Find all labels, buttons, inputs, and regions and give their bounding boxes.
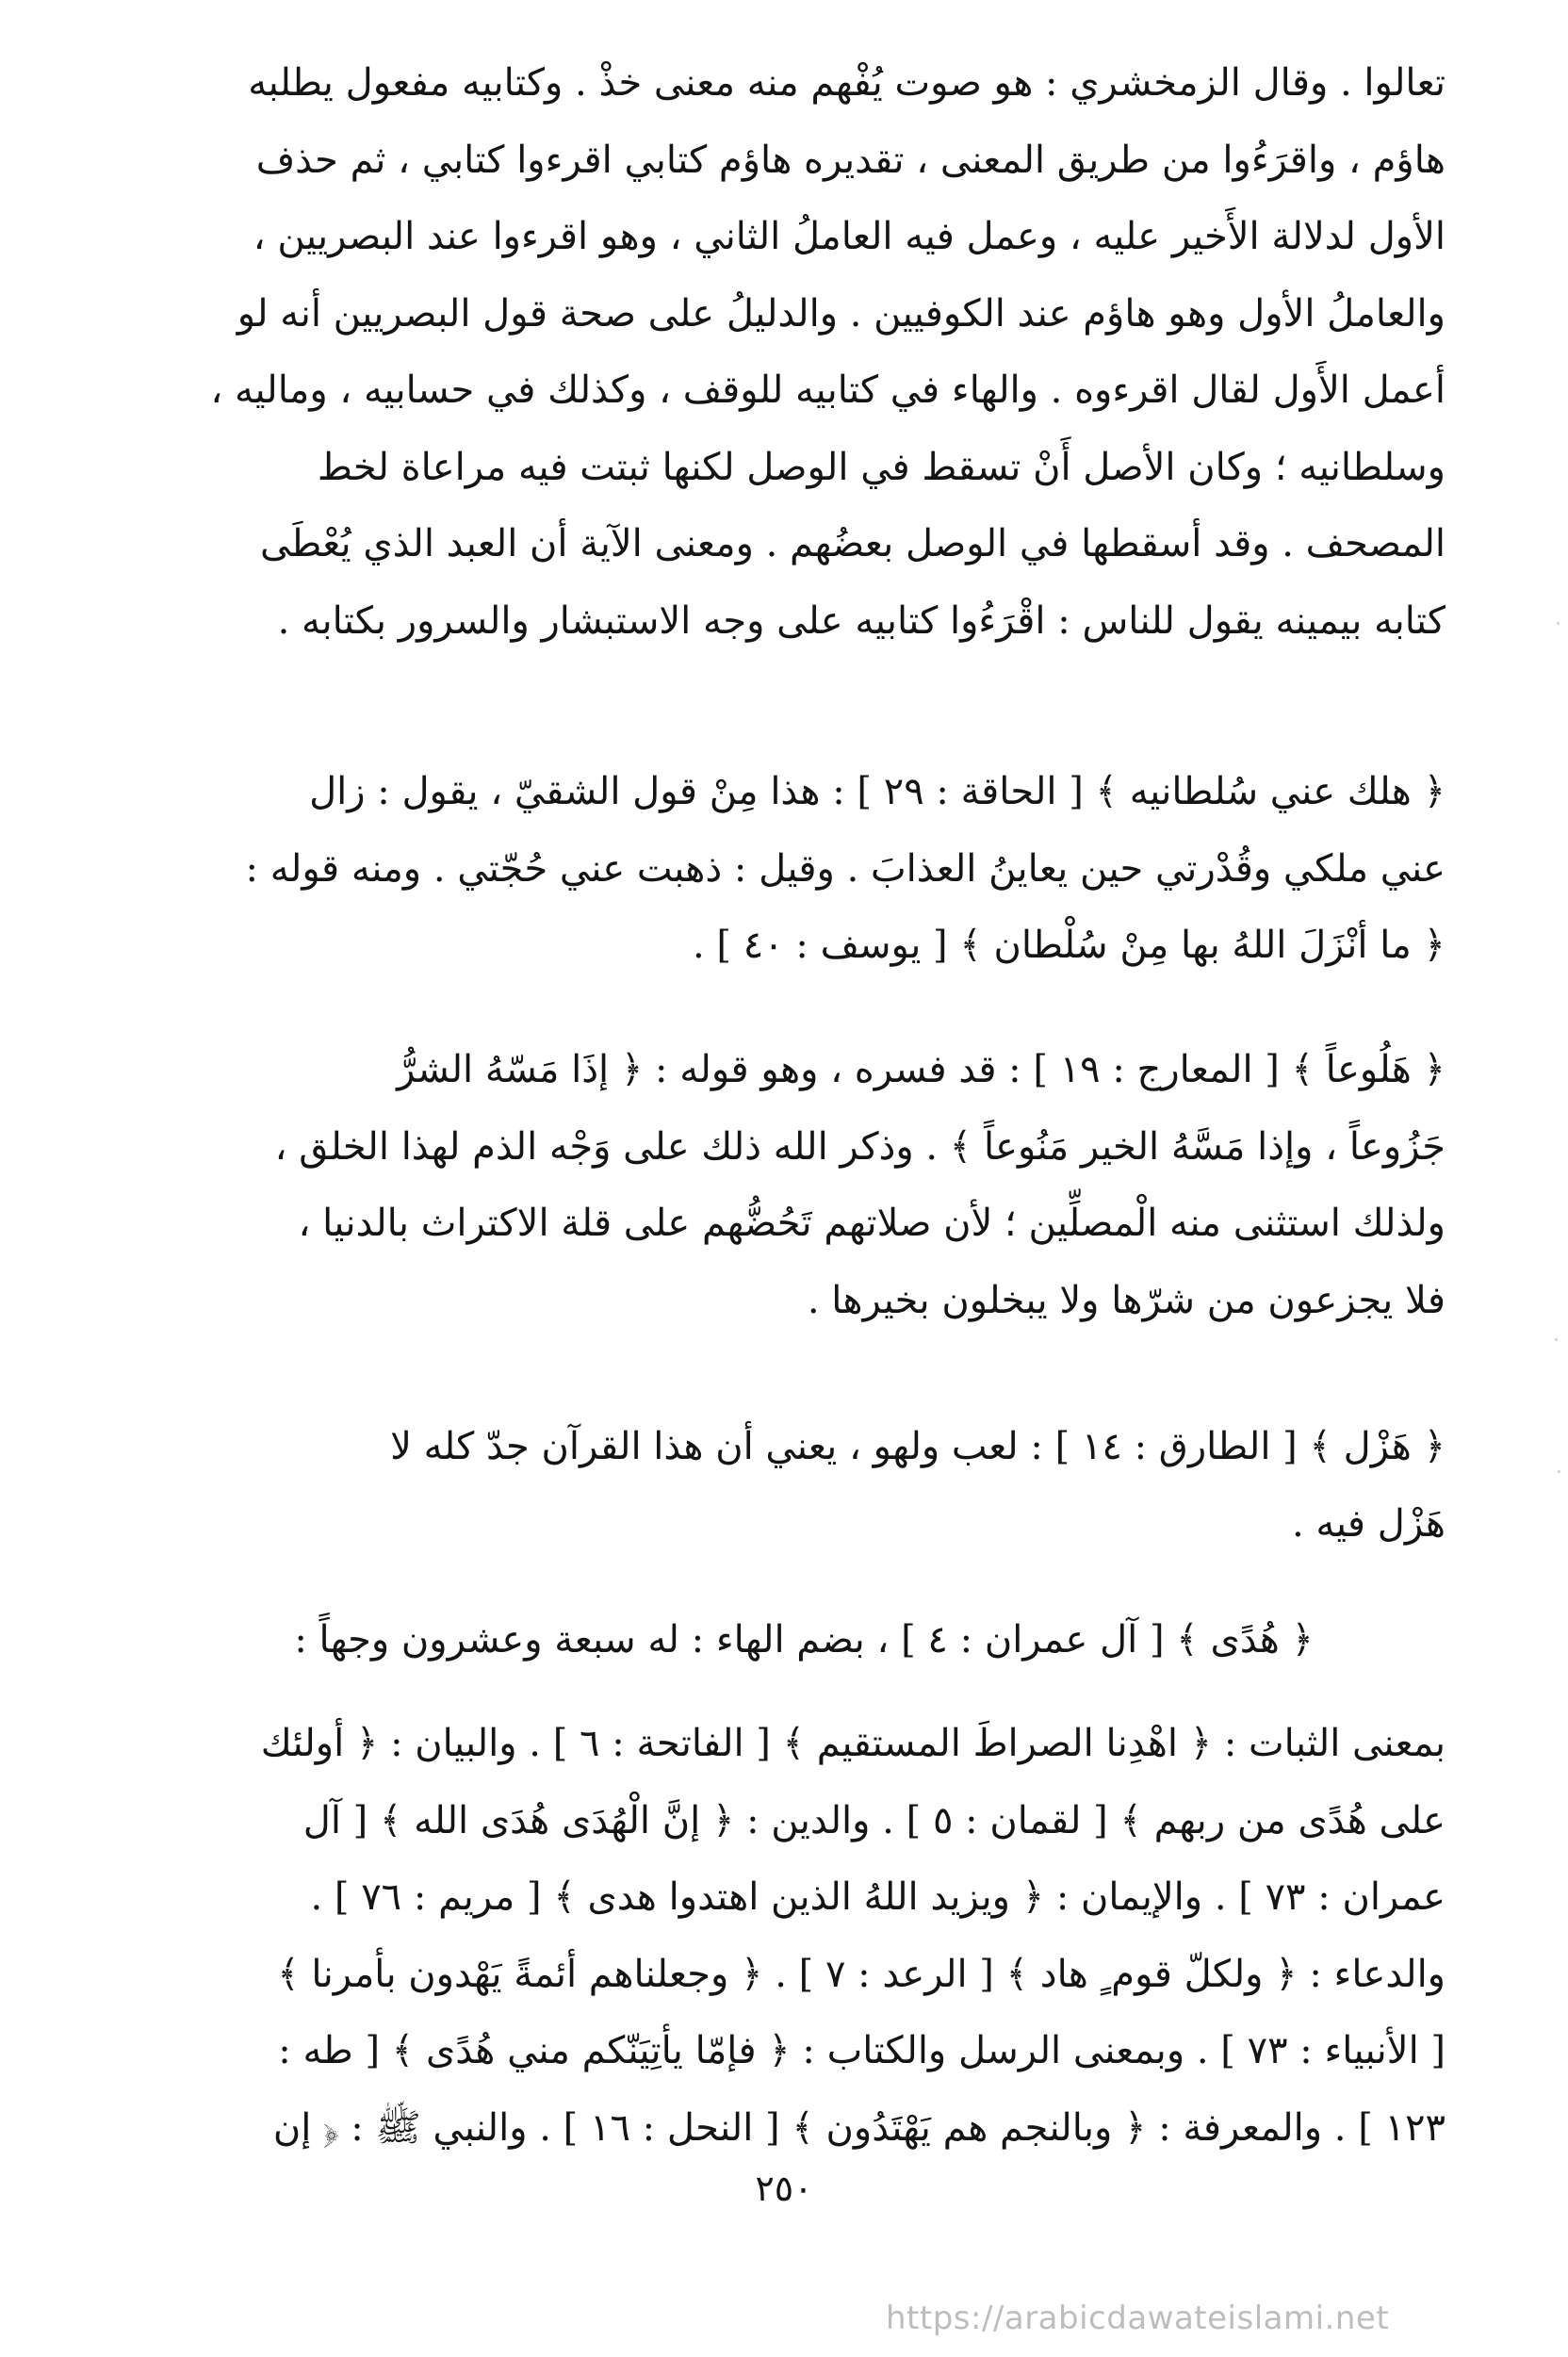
paragraph-entry-huda: [94, 1602, 1314, 1679]
text-line: [ الأنبياء : ٧٣ ] . وبمعنى الرسل والكتاب : ﴿ فإمّا يأتِيَنّكم مني هُدًى ﴾ [ طه :: [278, 2029, 1446, 2072]
text-line: ﴿ هُدًى ﴾ [ آل عمران : ٤ ] ، بضم الهاء : له سبعة وعشرون وجهاً :: [294, 1618, 1314, 1661]
scan-speck: [1557, 622, 1560, 625]
scan-speck: [1558, 1470, 1560, 1473]
text-line: كتابه بيمينه يقول للناس : اقْرَءُوا كتابيه على وجه الاستبشار والسرور بكتابه .: [277, 598, 1446, 643]
text-line: ١٢٣ ] . والمعرفة : ﴿ وبالنجم هم يَهْتَدُون ﴾ [ النحل : ١٦ ] . والنبي ﷺ : ﴿ إن: [272, 2105, 1446, 2150]
paragraph-entry-sultaniyah: [94, 754, 1446, 985]
text-line: بمعنى الثبات : ﴿ اهْدِنا الصراطَ المستقيم ﴾ [ الفاتحة : ٦ ] . والبيان : ﴿ أولئك: [260, 1722, 1446, 1765]
text-line: والعاملُ الأول وهو هاؤم عند الكوفيين . والدليلُ على صحة قول البصريين أنه لو: [237, 291, 1446, 336]
watermark-url: https://arabicdawateislami.net: [886, 2300, 1390, 2337]
paragraph-entry-hazl: [94, 1409, 1446, 1563]
page-number: ٢٥٠: [755, 2168, 813, 2209]
text-line: على هُدًى من ربهم ﴾ [ لقمان : ٥ ] . والدين : ﴿ إنَّ الْهُدَى هُدَى الله ﴾ [ آل: [302, 1798, 1446, 1842]
text-line: ﴿ هَزْل ﴾ [ الطارق : ١٤ ] : لعب ولهو ، يعني أن هذا القرآن جدّ كله لا: [390, 1425, 1446, 1468]
text-line: المصحف . وقد أسقطها في الوصل بعضُهم . ومعنى الآية أن العبد الذي يُعْطَى: [260, 522, 1446, 565]
text-line: ﴿ ما أنْزَلَ اللهُ بها مِنْ سُلْطان ﴾ [ يوسف : ٤٠ ] .: [692, 924, 1446, 967]
text-line: ﴿ هلك عني سُلطانيه ﴾ [ الحاقة : ٢٩ ] : هذا مِنْ قول الشقيّ ، يقول : زال: [309, 770, 1446, 813]
text-line: عني ملكي وقُدْرتي حين يعاينُ العذابَ . وقيل : ذهبت عني حُجّتي . ومنه قوله :: [245, 846, 1446, 891]
text-line: هَزْل فيه .: [1291, 1501, 1446, 1546]
text-line: عمران : ٧٣ ] . والإيمان : ﴿ ويزيد اللهُ الذين اهتدوا هدى ﴾ [ مريم : ٧٦ ] .: [310, 1875, 1446, 1919]
text-line: تعالوا . وقال الزمخشري : هو صوت يُفْهم منه معنى خذْ . وكتابيه مفعول يطلبه: [248, 61, 1446, 105]
text-line: والدعاء : ﴿ ولكلّ قوم ٍ هاد ﴾ [ الرعد : ٧ ] . ﴿ وجعلناهم أئمةً يَهْدون بأمرنا ﴾: [277, 1952, 1446, 1996]
text-line: وسلطانيه ؛ وكان الأصل أَنْ تسقط في الوصل لكنها ثبتت فيه مراعاة لخط: [317, 445, 1446, 489]
text-line: ولذلك استثنى منه الْمصلِّين ؛ لأن صلاتهم تَحُضُّهم على قلة الاكتراث بالدنيا ،: [298, 1202, 1446, 1245]
paragraph-grammar-note: [94, 45, 1446, 660]
paragraph-huda-meanings: [94, 1706, 1446, 2167]
text-line: هاؤم ، واقرَءُوا من طريق المعنى ، تقديره هاؤم كتابي اقرءوا كتابي ، ثم حذف: [255, 138, 1446, 182]
scan-speck: [1555, 1338, 1558, 1341]
text-line: جَزُوعاً ، وإذا مَسَّهُ الخير مَنُوعاً ﴾ . وذكر الله ذلك على وَجْه الذم لهذا الخلق ،: [274, 1124, 1446, 1169]
text-line: الأول لدلالة الأَخير عليه ، وعمل فيه العاملُ الثاني ، وهو اقرءوا عند البصريين ،: [253, 215, 1446, 258]
text-line: ﴿ هَلُوعاً ﴾ [ المعارج : ١٩ ] : قد فسره ، وهو قوله : ﴿ إذَا مَسّهُ الشرُّ: [397, 1048, 1446, 1091]
text-line: أعمل الأَول لقال اقرءوه . والهاء في كتابيه للوقف ، وكذلك في حسابيه ، وماليه ،: [210, 368, 1446, 412]
paragraph-entry-haluu: [94, 1032, 1446, 1339]
text-line: فلا يجزعون من شرّها ولا يبخلون بخيرها .: [807, 1278, 1446, 1322]
